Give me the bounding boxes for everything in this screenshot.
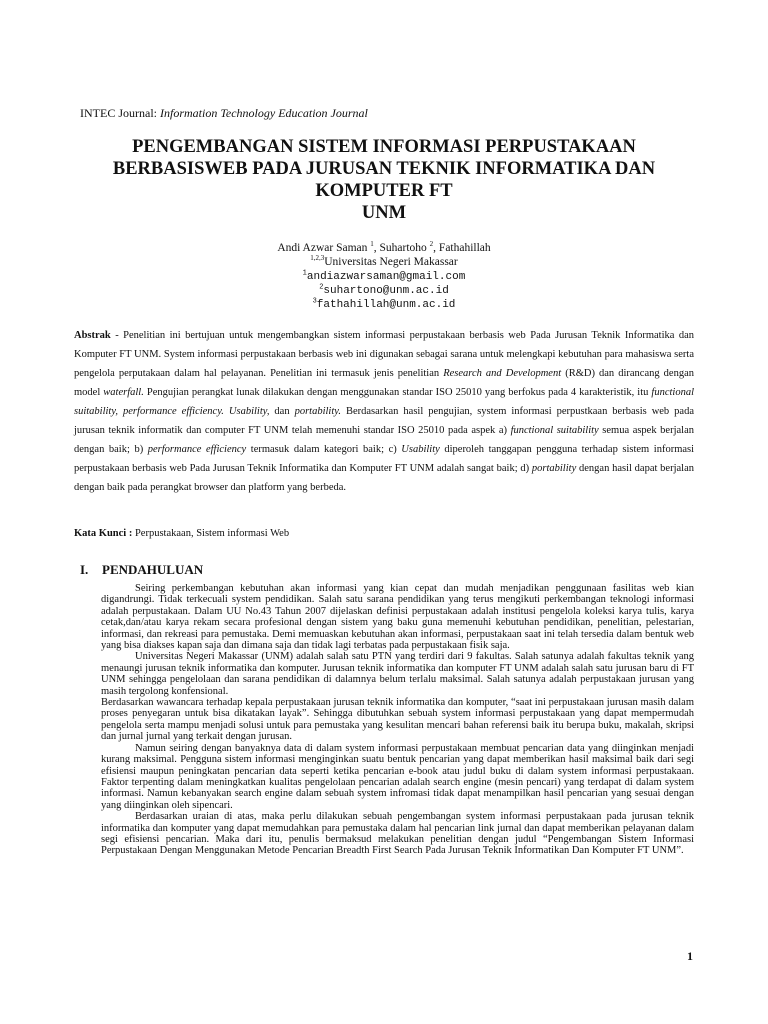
abstract-text-6: semua aspek berjalan dengan baik; b) (74, 425, 694, 455)
email-2-text: suhartono@unm.ac.id (323, 284, 449, 297)
section-title: PENDAHULUAN (102, 562, 204, 577)
abstract (74, 326, 694, 497)
abstract-italic-4: portability. (294, 406, 341, 417)
abstract-text-4: dan (269, 406, 295, 417)
abstract-text-9: dengan hasil dapat berjalan dengan baik pada perangkat browser dan platform yang berbeda. (74, 463, 694, 493)
email-1-sup: 1 (302, 268, 307, 277)
author-sep-1: , (373, 242, 380, 254)
abstract-italic-1: Research and Development (443, 368, 562, 379)
affiliation-text: Universitas Negeri Makassar (324, 256, 458, 269)
paragraph-4: Namun seiring dengan banyaknya data di dalam system informasi perpustakaan membuat pencarian data yang diinginkan menjadi kurang maksimal. Pengguna sistem informasi menginginkan suatu bentuk pencarian yang dapat memberikan hasil maksimal baik dari segi efisiensi maupun peningkatan pencarian data seperti ketika pencarian e-book atau judul buku di dalam system informasi perpustakaan. Faktor terpenting dalam meningkatkan kualitas pengelolaan pencarian adalah search engine (mesin pencari) yang terdapat di dalam system informasi. Namun kebanyakan search engine dalam sebuah system infromasi tidak dapat menampilkan hasil pencarian yang sesuai dengan yang diinginkan oleh sipencari. (101, 742, 694, 811)
author-3: Fathahillah (438, 242, 491, 254)
abstract-label: Abstrak (74, 330, 111, 341)
abstract-text-5: Berdasarkan hasil pengujian, system informasi perpustkaan berbasis web pada jurusan teknik informatik dan computer FT UNM telah memenuhi standar ISO 25010 pada aspek a) (74, 406, 694, 436)
paragraph-3: Berdasarkan wawancara terhadap kepala perpustakaan jurusan teknik informatika dan komputer, “saat ini perpustakaan jurusan masih dalam proses penyegaran untuk bisa dikatakan layak”. Sehingga dibutuhkan sebuah system informasi perpustakaan yang dapat mempermudah pengelola serta mampu menjadi solusi untuk para pemustaka yang kesulitan mencari bahan referensi baik itu berupa buku, makalah, skripsi dan jurnal jurnal yang terkait dengan jurusan. (101, 697, 694, 743)
abstract-italic-6: performance efficiency (147, 444, 247, 455)
section-body (101, 583, 694, 857)
paragraph-2: Universitas Negeri Makassar (UNM) adalah salah satu PTN yang terdiri dari 9 fakultas. Salah satunya adalah fakultas teknik yang menaungi jurusan teknik informatika dan komputer. Jurusan teknik informatika dan komputer FT UNM adalah salah satu jurusan baru di FT UNM sehingga pengelolaan dan sarana pendidikan di dalamnya belum terlalu maksimal. Salah satunya adalah perpustakaan jurusan yang masih tergolong konfensional. (101, 651, 694, 697)
journal-header (80, 106, 368, 121)
author-sep-2: , (433, 242, 439, 254)
author-2-sup: 2 (429, 240, 434, 249)
abstract-text-1: Penelitian ini bertujuan untuk mengembangkan sistem informasi perpustakaan berbasis web Pada Jurusan Teknik Informatika dan Komputer FT UNM. System informasi perpustakaan berbasis web ini digunakan sebagai sarana untuk melengkapi kebutuhan para mahasiswa serta pengelola perputakaan dalam hal pelayanan. Penelitian ini termasuk jenis penelitian (74, 330, 694, 379)
paragraph-5: Berdasarkan uraian di atas, maka perlu dilakukan sebuah pengembangan system informasi perpustakaan pada jurusan teknik informatika dan komputer yang dapat memudahkan para pemustaka dalam hal pencarian link jurnal dan dapat memberikan pelayanan dalam segi efisiensi pencarian. Maka dari itu, penulis bermaksud melakukan penelitian dengan judul “Pengembangan Sistem Informasi Perpustakaan Dengan Menggunakan Metode Pencarian Breadth First Search Pada Jurusan Teknik Informatikan Dan Komputer FT UNM”. (101, 811, 694, 857)
email-3 (100, 298, 668, 312)
keywords-label: Kata Kunci : (74, 528, 133, 539)
email-2 (100, 284, 668, 298)
email-3-text: fathahillah@unm.ac.id (316, 299, 456, 312)
email-2-sup: 2 (319, 283, 324, 292)
abstract-dash: - (110, 330, 124, 341)
abstract-text-8: diperoleh tanggapan pengguna terhadap sistem informasi perpustakaan berbasis web Pada Jurusan Teknik Informatika dan Komputer FT UNM adalah sangat baik; d) (74, 444, 695, 474)
journal-prefix: INTEC Journal: (80, 106, 160, 120)
abstract-text-7: termasuk dalam kategori baik; c) (246, 444, 402, 455)
section-heading (80, 562, 203, 578)
author-block (100, 241, 668, 312)
email-1 (100, 270, 668, 284)
title-line-2: BERBASISWEB PADA JURUSAN TEKNIK INFORMATIKA DAN (112, 159, 656, 179)
affiliation-sup: 1,2,3 (310, 254, 325, 263)
abstract-italic-8: portability (531, 463, 577, 474)
abstract-italic-2: waterfall. (103, 387, 144, 398)
title-line-3: KOMPUTER FT (315, 181, 453, 201)
email-1-text: andiazwarsaman@gmail.com (306, 270, 466, 283)
abstract-italic-7: Usability (401, 444, 440, 455)
paragraph-1: Seiring perkembangan kebutuhan akan informasi yang kian cepat dan mudah menjadikan penggunaan fasilitas web kian digandrungi. Tidak terkecuali system pendidikan. Salah satu sarana pendidikan yang terus mengikuti perkembangan teknologi informasi adalah perpustakaan. Dalam UU No.43 Tahun 2007 dijelaskan definisi perpustakaan adalah institusi pengelola koleksi karya tulis, karya cetak,dan/atau karya rekam secara profesional dengan sistem yang baku guna memenuhi kebutuhan pendidikan, penelitian, pelestarian, informasi, dan rekreasi para pemustaka. Demi memuaskan kebutuhan akan informasi, perpustakaan saat ini telah tersedia dalam bentuk web yang bisa diakses kapan saja dan dimana saja dan tidak lagi terbatas pada perpustakaan fisik saja. (101, 583, 694, 652)
email-3-sup: 3 (312, 297, 317, 306)
abstract-italic-5: functional suitability (510, 425, 599, 436)
abstract-italic-3: functional suitability, performance efficiency. Usability, (74, 387, 695, 417)
keywords-value: Perpustakaan, Sistem informasi Web (132, 528, 290, 539)
author-2: Suhartoho (379, 242, 427, 254)
journal-name: Information Technology Education Journal (160, 106, 368, 120)
affiliation (100, 255, 668, 269)
author-1-sup: 1 (370, 240, 374, 249)
title-line-4: UNM (361, 203, 407, 223)
paper-title (60, 136, 708, 224)
author-1: Andi Azwar Saman (277, 242, 368, 254)
page-number: 1 (687, 949, 693, 963)
abstract-text-2: (R&D) dan dirancang dengan model (74, 368, 695, 398)
author-names (100, 241, 668, 255)
section-number: I. (80, 562, 89, 577)
keywords (74, 528, 694, 539)
abstract-text-3: Pengujian perangkat lunak dilakukan dengan menggunakan standar ISO 25010 yang berfokus pada 4 karakteristik, itu (143, 387, 652, 398)
title-line-1: PENGEMBANGAN SISTEM INFORMASI PERPUSTAKAAN (132, 137, 636, 157)
